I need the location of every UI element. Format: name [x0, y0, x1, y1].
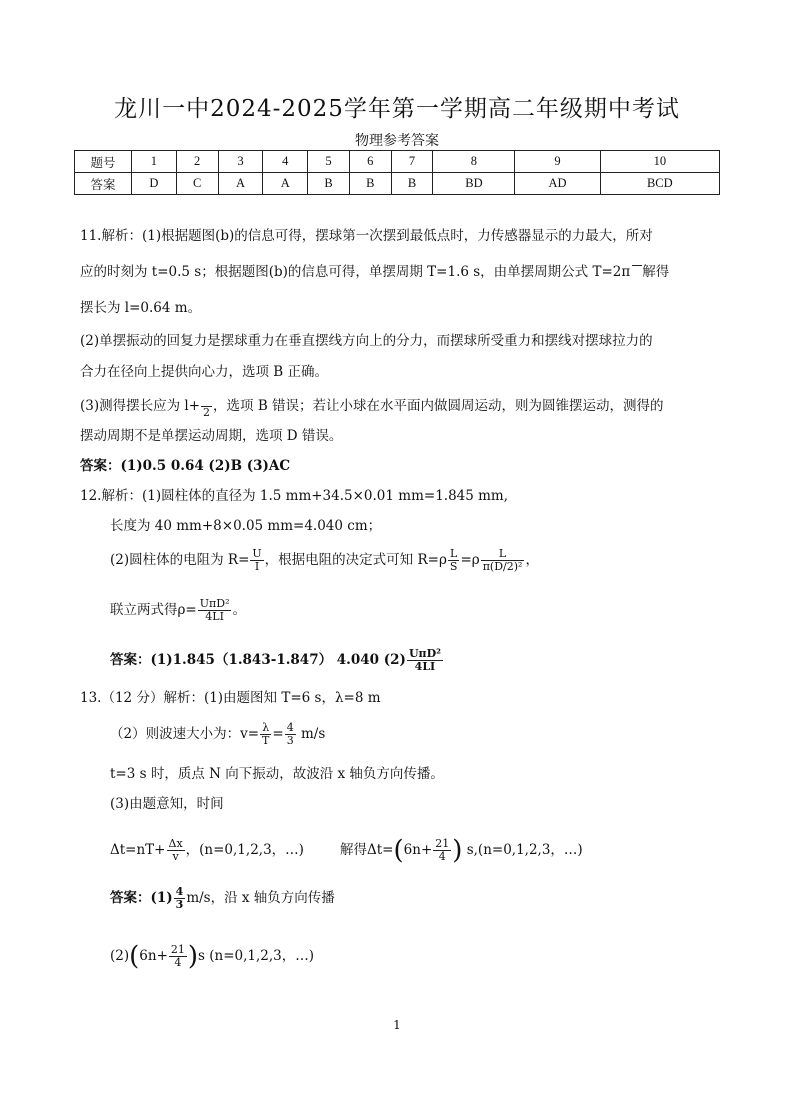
q13-text: 解得Δt= — [340, 842, 394, 858]
q12-text: 答案：(1)1.845（1.843-1.847） 4.040 (2) — [110, 652, 406, 668]
q12-text: 。 — [232, 602, 246, 618]
table-cell: 题号 — [75, 151, 132, 173]
left-paren-icon: ( — [393, 835, 404, 866]
q13-line: t=3 s 时，质点 N 向下振动，故波沿 x 轴负方向传播。 — [110, 766, 444, 782]
table-cell: 5 — [308, 151, 350, 173]
table-cell: 答案 — [75, 173, 132, 195]
table-cell: BCD — [600, 173, 719, 195]
fraction: $\frac{U}{I}$ — [252, 547, 262, 573]
fraction: $\frac{\lambda}{T}$ — [262, 721, 270, 747]
q12-line — [110, 598, 246, 623]
q13-text: (2) — [110, 948, 130, 964]
q12-text: (2)圆柱体的电阻为 R= — [110, 552, 250, 568]
table-cell: D — [132, 173, 177, 195]
fraction: $\frac{\Delta x}{v}$ — [168, 837, 183, 863]
table-cell: AD — [515, 173, 600, 195]
table-cell: 4 — [263, 151, 308, 173]
q13-text: 6n+ — [139, 948, 168, 964]
table-cell: 6 — [349, 151, 391, 173]
q11-line: (2)单摆振动的回复力是摆球重力在垂直摆线方向上的分力，而摆球所受重力和摆线对摆球拉力的 — [80, 333, 653, 349]
fraction: $\frac{4}{3}$ — [175, 885, 184, 911]
table-cell: 2 — [176, 151, 218, 173]
q13-text: = — [272, 726, 284, 742]
table-cell: B — [349, 173, 391, 195]
q11-text: ，选项 B 错误；若让小球在水平面内做圆周运动，则为圆锥摆运动，测得的 — [213, 398, 664, 414]
table-cell: 10 — [600, 151, 719, 173]
right-paren-icon: ) — [452, 835, 463, 866]
fraction: $\frac{\text{UπD²}}{4LI}$ — [408, 647, 441, 673]
q13-text: m/s，沿 x 轴负方向传播 — [186, 890, 335, 906]
q11-text: 解得 — [642, 264, 670, 280]
page-title: 龙川一中2024-2025学年第一学期高二年级期中考试 — [114, 96, 680, 122]
q13-line: (3)由题意知，时间 — [110, 796, 224, 812]
table-cell: BD — [433, 173, 515, 195]
q11-line: 摆动周期不是单摆运动周期，选项 D 错误。 — [80, 428, 343, 444]
table-cell: 3 — [218, 151, 263, 173]
q11-text: 应的时刻为 t=0.5 s；根据题图(b)的信息可得，单摆周期 T=1.6 s，由单摆周期公式 T=2π — [80, 264, 631, 280]
q13-line: 13.（12 分）解析：(1)由题图知 T=6 s，λ=8 m — [80, 690, 381, 706]
q12-line: 长度为 40 mm+8×0.05 mm=4.040 cm； — [110, 518, 382, 534]
q13-answer — [110, 886, 335, 911]
fraction: $\frac{4}{3}$ — [286, 721, 294, 747]
left-paren-icon: ( — [129, 941, 140, 972]
table-row — [75, 173, 720, 195]
q12-line: 12.解析：(1)圆柱体的直径为 1.5 mm+34.5×0.01 mm=1.845 mm, — [80, 488, 509, 504]
table-cell: 1 — [132, 151, 177, 173]
page-subtitle: 物理参考答案 — [355, 133, 439, 149]
q13-text: 答案：(1) — [110, 890, 173, 906]
q11-line — [80, 394, 664, 419]
fraction: $\frac{\text{UπD²}}{4LI}$ — [199, 597, 230, 623]
q13-text: （2）则波速大小为：v= — [110, 726, 260, 742]
q12-answer — [110, 648, 444, 673]
q11-line: 11.解析：(1)根据题图(b)的信息可得，摆球第一次摆到最低点时，力传感器显示的力最大，所对 — [80, 228, 653, 244]
table-cell: A — [218, 173, 263, 195]
q12-text: ， — [525, 552, 539, 568]
table-row — [75, 151, 720, 173]
q13-text: s,(n=0,1,2,3，…) — [462, 842, 583, 858]
q13-text: s (n=0,1,2,3，…) — [198, 948, 315, 964]
q13-text: m/s — [296, 726, 326, 742]
fraction: $\frac{L}{S}$ — [449, 547, 458, 573]
table-cell: A — [263, 173, 308, 195]
q11-answer: 答案：(1)0.5 0.64 (2)B (3)AC — [80, 458, 291, 474]
page-number: 1 — [393, 1018, 401, 1032]
table-cell: B — [391, 173, 433, 195]
q11-line: 摆长为 l=0.64 m。 — [80, 300, 202, 316]
q11-text: (3)测得摆长应为 l+ — [80, 398, 201, 414]
fraction: 2 — [201, 394, 212, 419]
answer-table — [74, 150, 720, 195]
q13-text: 6n+ — [403, 842, 433, 858]
q11-line: 合力在径向上提供向心力，选项 B 正确。 — [80, 364, 329, 380]
q13-text: Δt=nT+ — [110, 842, 166, 858]
table-cell: 8 — [433, 151, 515, 173]
right-paren-icon: ) — [187, 941, 199, 972]
fraction: $\frac{21}{4}$ — [170, 943, 185, 969]
table-cell: 9 — [515, 151, 600, 173]
sqrt-icon — [632, 265, 642, 280]
q13-line — [110, 722, 325, 747]
q12-text: 联立两式得ρ= — [110, 602, 197, 618]
table-cell: 7 — [391, 151, 433, 173]
fraction: $\frac{21}{4}$ — [435, 837, 450, 863]
q11-line — [80, 262, 669, 282]
q12-text: ，根据电阻的决定式可知 R=ρ — [264, 552, 447, 568]
table-cell: B — [308, 173, 350, 195]
q13-line — [110, 838, 304, 863]
q12-line — [110, 548, 539, 573]
q13-answer — [110, 941, 315, 972]
fraction: $\frac{L}{\text{π(D/2)²}}$ — [482, 547, 523, 573]
q13-text: ，(n=0,1,2,3，…) — [185, 842, 304, 858]
q12-text: =ρ — [460, 552, 480, 568]
table-cell: C — [176, 173, 218, 195]
q13-line — [340, 835, 583, 866]
